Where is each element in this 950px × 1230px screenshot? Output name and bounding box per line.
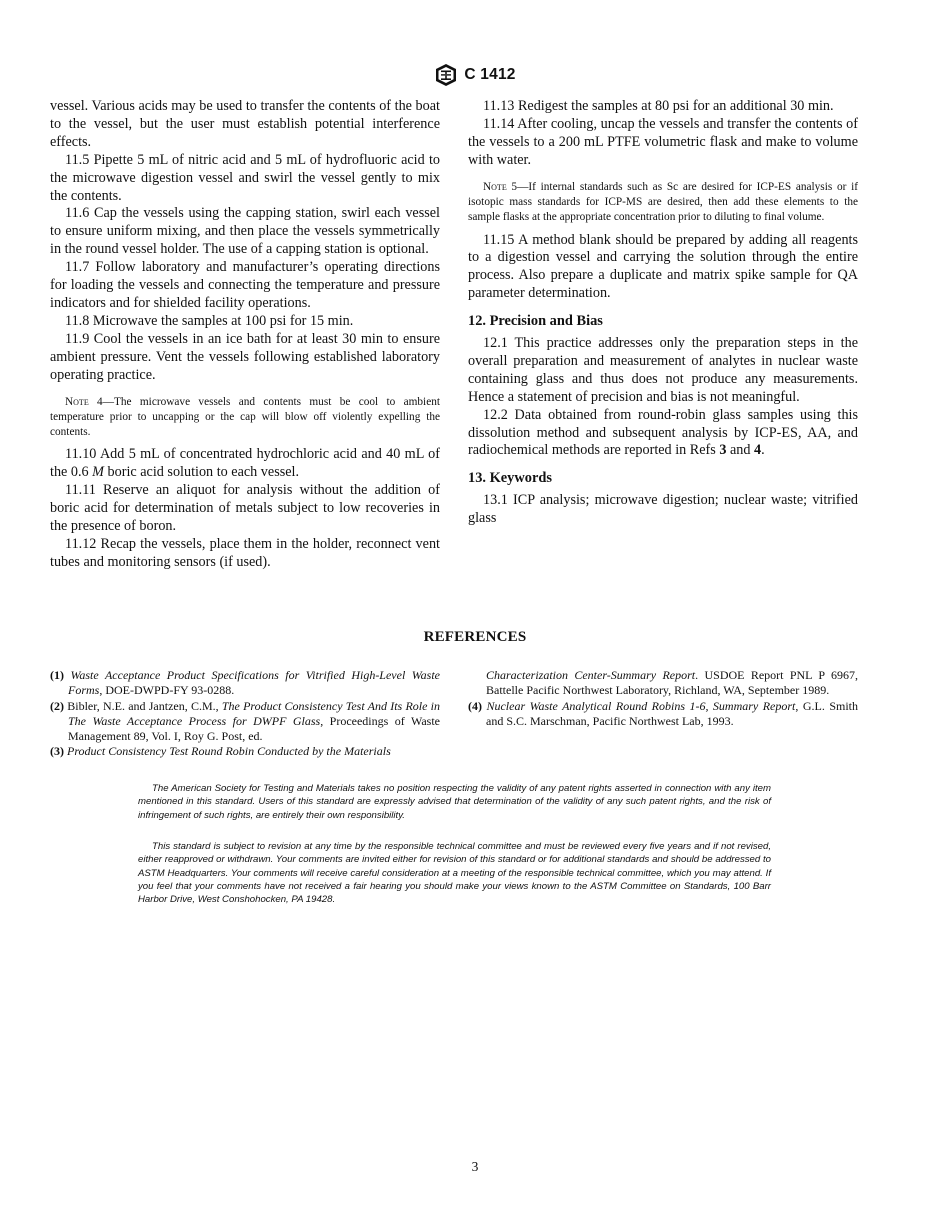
references-heading: REFERENCES — [423, 629, 527, 645]
reference-2-details: , Proceedings of Waste Management 89, Vol. I, Roy G. Post, ed. — [68, 713, 441, 744]
reference-2-title: The Product Consistency Test And Its Role in The Waste Acceptance Process for DWPF Glass — [68, 698, 441, 728]
paragraph-11-14: 11.14 After cooling, uncap the vessels and transfer the contents of the vessels to a 200 mL PTFE volumetric flask and make to volume with water. — [468, 115, 858, 168]
reference-2-number: (2) — [50, 698, 64, 713]
page-number: 3 — [471, 1159, 479, 1174]
reference-3-end — [468, 668, 858, 699]
reference-3-details: . USDOE Report PNL P 6967, Battelle Pacific Northwest Laboratory, Richland, WA, September 1989. — [486, 668, 859, 698]
note-4 — [50, 395, 440, 441]
page-header — [0, 63, 950, 87]
paragraph-12-2-and: and — [726, 442, 755, 459]
reference-4-title: Nuclear Waste Analytical Round Robins 1-6, Summary Report — [486, 698, 796, 713]
reference-1-number: (1) — [50, 668, 64, 682]
reference-4 — [468, 699, 858, 730]
reference-1 — [50, 668, 440, 699]
ref-4-citation: 4 — [754, 442, 762, 459]
paragraph-13-1: 13.1 ICP analysis; microwave digestion; nuclear waste; vitrified glass — [468, 492, 858, 527]
references-right — [468, 668, 858, 729]
paragraph-11-6: 11.6 Cap the vessels using the capping station, swirl each vessel to ensure uniform mixing, and then place the vessels symmetrically in the round vessel holder. The use of a capping station is optional. — [50, 205, 440, 258]
paragraph-11-12: 11.12 Recap the vessels, place them in the holder, reconnect vent tubes and monitoring sensors (if used). — [50, 535, 440, 570]
paragraph-11-10-text-end: boric acid solution to each vessel. — [104, 464, 300, 481]
revision-disclaimer: This standard is subject to revision at any time by the responsible technical committee and must be reviewed every five years and if not revised, either reapproved or withdrawn. Your comments are invited either for revision of this standard or for additional standards and should be addressed to ASTM Headquarters. Your comments will receive careful consideration at a meeting of the responsible technical committee, which you may attend. If you feel that your comments have not received a fair hearing you should make your views known to the ASTM Committee on Standards, 100 Barr Harbor Drive, West Conshohocken, PA 19428. — [138, 841, 771, 906]
paragraph-12-2 — [468, 407, 858, 461]
paragraph-11-13: 11.13 Redigest the samples at 80 psi for an additional 30 min. — [483, 98, 834, 114]
reference-1-details: , DOE-DWPD-FY 93-0288. — [99, 683, 235, 698]
right-column — [468, 98, 858, 528]
reference-3-number: (3) — [50, 744, 64, 759]
patent-disclaimer: The American Society for Testing and Materials takes no position respecting the validity of any patent rights asserted in connection with any item mentioned in this standard. Users of this standard are expressly advised that determination of the validity of any such patent rights, and the risk of infringement of such rights, are entirely their own responsibility. — [138, 783, 771, 821]
left-column — [50, 98, 440, 572]
section-12-heading: 12. Precision and Bias — [468, 313, 603, 330]
reference-1-title: Waste Acceptance Product Specifications for Vitrified High-Level Waste Forms — [68, 668, 440, 698]
paragraph-12-1: 12.1 This practice addresses only the preparation steps in the overall preparation and measurement of analytes in nuclear waste containing glass and thus does not produce any measurements. Hence a statement of precision and bias is not meaningful. — [468, 335, 858, 405]
molarity-symbol: M — [92, 464, 104, 481]
reference-3-title-cont: Characterization Center-Summary Report — [486, 668, 696, 682]
paragraph-11-15: 11.15 A method blank should be prepared by adding all reagents to a digestion vessel and carrying the solution through the entire process. Also prepare a duplicate and matrix spike sample for QA parameter determination. — [468, 231, 858, 302]
reference-2 — [50, 699, 440, 745]
references-left — [50, 668, 440, 760]
paragraph-11-9: 11.9 Cool the vessels in an ice bath for at least 30 min to ensure ambient pressure. Vent the vessels following established laboratory operating practice. — [50, 330, 440, 383]
note-5 — [468, 180, 858, 226]
paragraph-11-10 — [50, 446, 440, 482]
standard-code: C 1412 — [464, 66, 516, 83]
reference-3-title: Product Consistency Test Round Robin Conducted by the Materials — [67, 744, 391, 759]
paragraph-12-2-end: . — [761, 442, 765, 459]
ref-3-citation: 3 — [719, 442, 727, 459]
section-13-heading: 13. Keywords — [468, 470, 552, 487]
note-5-label: Note 5 — [483, 180, 518, 193]
note-4-label: Note 4 — [65, 395, 103, 408]
paragraph-11-7: 11.7 Follow laboratory and manufacturer’s operating directions for loading the vessels and connecting the temperature and pressure indicators and for shielded facility operations. — [50, 259, 440, 311]
paragraph-11-5: 11.5 Pipette 5 mL of nitric acid and 5 mL of hydrofluoric acid to the microwave digestion vessel and swirl the vessel gently to mix the contents. — [50, 151, 440, 204]
paragraph-continued: vessel. Various acids may be used to transfer the contents of the boat to the vessel, but the user must establish potential interference effects. — [50, 98, 440, 150]
astm-logo-icon — [434, 63, 458, 87]
note-5-text: —If internal standards such as Sc are desired for ICP-ES analysis or if isotopic mass standards for ICP-MS are desired, then add these elements to the sample flasks at the appropriate concentration prior to diluting to final volume. — [468, 180, 858, 224]
reference-3-start — [50, 744, 440, 759]
paragraph-11-8: 11.8 Microwave the samples at 100 psi for 15 min. — [65, 312, 354, 329]
reference-4-number: (4) — [468, 698, 482, 713]
note-4-text: —The microwave vessels and contents must be cool to ambient temperature prior to uncapping or the cap will blow off violently expelling the contents. — [50, 395, 441, 439]
paragraph-12-2-text: 12.2 Data obtained from round-robin glass samples using this dissolution method and subsequent analysis by ICP-ES, AA, and radiochemical methods are reported in Refs — [468, 406, 858, 459]
reference-4-details: , G.L. Smith and S.C. Marschman, Pacific Northwest Lab, 1993. — [486, 698, 858, 728]
paragraph-11-10-text: 11.10 Add 5 mL of concentrated hydrochloric acid and 40 mL of the 0.6 — [50, 446, 440, 481]
reference-2-authors: Bibler, N.E. and Jantzen, C.M., — [67, 698, 222, 713]
paragraph-11-11: 11.11 Reserve an aliquot for analysis without the addition of boric acid for determination of metals subject to low recoveries in the presence of boron. — [50, 482, 440, 535]
